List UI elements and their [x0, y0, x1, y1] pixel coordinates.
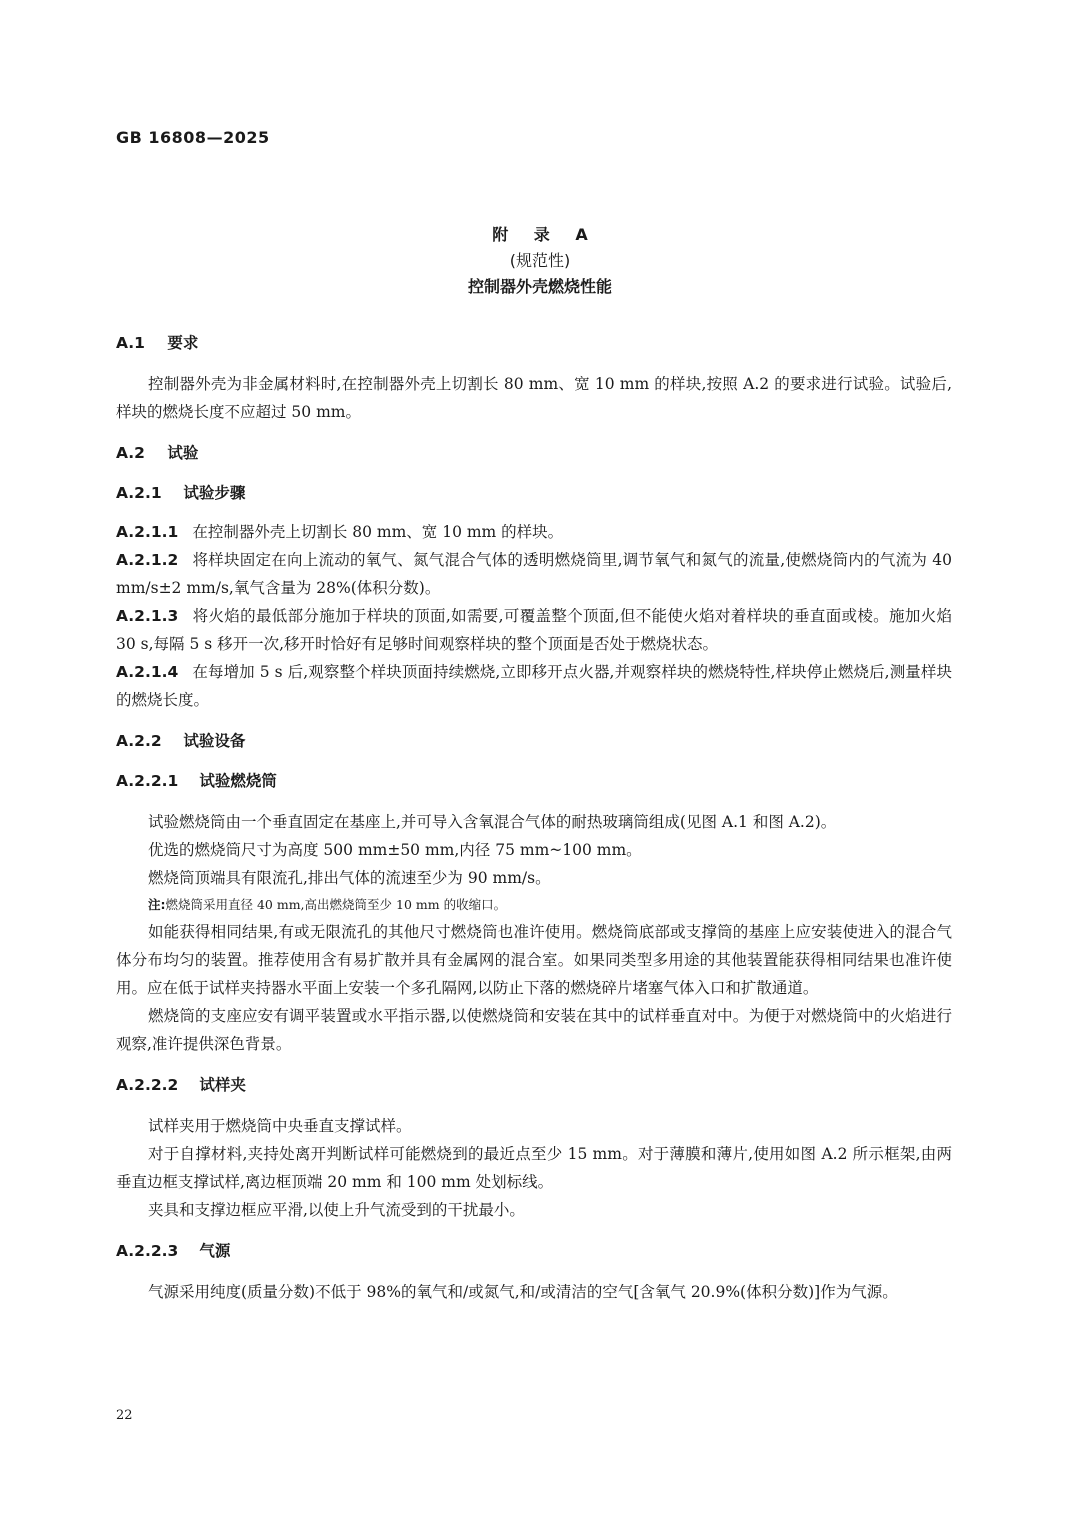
paragraph: 燃烧筒顶端具有限流孔,排出气体的流速至少为 90 mm/s。 — [148, 869, 551, 887]
appendix-nature: (规范性) — [509, 251, 571, 270]
clause-text: 将火焰的最低部分施加于样块的顶面,如需要,可覆盖整个顶面,但不能使火焰对着样块的垂直面或棱。施加火焰 30 s,每隔 5 s 移开一次,移开时恰好有足够时间观察样块的整个顶面是否处于燃烧状态。 — [116, 607, 952, 653]
clause-text: 在每增加 5 s 后,观察整个样块顶面持续燃烧,立即移开点火器,并观察样块的燃烧特性,样块停止燃烧后,测量样块的燃烧长度。 — [116, 663, 952, 709]
appendix-label: 附 录 A — [492, 225, 598, 244]
section-heading-a223 — [116, 1238, 952, 1264]
paragraph: 控制器外壳为非金属材料时,在控制器外壳上切割长 80 mm、宽 10 mm 的样块,按照 A.2 的要求进行试验。试验后,样块的燃烧长度不应超过 50 mm。 — [116, 375, 952, 421]
clause-text: 在控制器外壳上切割长 80 mm、宽 10 mm 的样块。 — [192, 523, 564, 541]
paragraph: 试验燃烧筒由一个垂直固定在基座上,并可导入含氧混合气体的耐热玻璃筒组成(见图 A.1 和图 A.2)。 — [148, 813, 837, 831]
section-heading-a221 — [116, 768, 952, 794]
document-body — [116, 330, 952, 1306]
note-text: 燃烧筒采用直径 40 mm,高出燃烧筒至少 10 mm 的收缩口。 — [165, 897, 507, 912]
section-title: 试样夹 — [199, 1076, 246, 1094]
appendix-heading — [0, 222, 1080, 300]
note-label: 注: — [148, 897, 166, 912]
section-number: A.2.2.2 — [116, 1076, 179, 1094]
section-number: A.2 — [116, 444, 145, 462]
section-title: 试验燃烧筒 — [199, 772, 277, 790]
section-heading-a22 — [116, 728, 952, 754]
section-number: A.2.2.3 — [116, 1242, 179, 1260]
section-heading-a21 — [116, 480, 952, 506]
clause-text: 将样块固定在向上流动的氧气、氮气混合气体的透明燃烧筒里,调节氧气和氮气的流量,使燃烧筒内的气流为 40 mm/s±2 mm/s,氧气含量为 28%(体积分数)。 — [116, 551, 952, 597]
page-number: 22 — [116, 1408, 133, 1423]
clause-number: A.2.1.3 — [116, 607, 179, 625]
clause-a2-1-3 — [116, 602, 952, 658]
section-title: 试验步骤 — [183, 484, 246, 502]
clause-number: A.2.1.1 — [116, 523, 179, 541]
section-title: 试验 — [167, 444, 199, 462]
section-heading-a222 — [116, 1072, 952, 1098]
standard-code: GB 16808—2025 — [116, 128, 270, 147]
section-number: A.2.2.1 — [116, 772, 179, 790]
clause-number: A.2.1.4 — [116, 663, 179, 681]
clause-number: A.2.1.2 — [116, 551, 179, 569]
section-title: 要求 — [167, 334, 199, 352]
section-number: A.2.1 — [116, 484, 162, 502]
appendix-title: 控制器外壳燃烧性能 — [467, 277, 612, 296]
paragraph: 燃烧筒的支座应安有调平装置或水平指示器,以使燃烧筒和安装在其中的试样垂直对中。为便于对燃烧筒中的火焰进行观察,准许提供深色背景。 — [116, 1007, 952, 1053]
paragraph: 气源采用纯度(质量分数)不低于 98%的氧气和/或氮气,和/或清洁的空气[含氧气 20.9%(体积分数)]作为气源。 — [148, 1283, 898, 1301]
note — [116, 892, 952, 918]
section-title: 试验设备 — [183, 732, 246, 750]
paragraph: 如能获得相同结果,有或无限流孔的其他尺寸燃烧筒也准许使用。燃烧筒底部或支撑筒的基座上应安装使进入的混合气体分布均匀的装置。推荐使用含有易扩散并具有金属网的混合室。如果同类型多用途的其他装置能获得相同结果也准许使用。应在低于试样夹持器水平面上安装一个多孔隔网,以防止下落的燃烧碎片堵塞气体入口和扩散通道。 — [116, 923, 952, 997]
paragraph: 对于自撑材料,夹持处离开判断试样可能燃烧到的最近点至少 15 mm。对于薄膜和薄片,使用如图 A.2 所示框架,由两垂直边框支撑试样,离边框顶端 20 mm 和 100 mm 处划标线。 — [116, 1145, 952, 1191]
clause-a2-1-4 — [116, 658, 952, 714]
clause-a2-1-1 — [116, 518, 952, 546]
section-heading-a2 — [116, 440, 952, 466]
clause-a2-1-2 — [116, 546, 952, 602]
section-number: A.2.2 — [116, 732, 162, 750]
section-number: A.1 — [116, 334, 145, 352]
section-heading-a1 — [116, 330, 952, 356]
paragraph: 夹具和支撑边框应平滑,以使上升气流受到的干扰最小。 — [148, 1201, 525, 1219]
paragraph: 优选的燃烧筒尺寸为高度 500 mm±50 mm,内径 75 mm~100 mm。 — [148, 841, 642, 859]
paragraph: 试样夹用于燃烧筒中央垂直支撑试样。 — [148, 1117, 412, 1135]
section-title: 气源 — [199, 1242, 231, 1260]
